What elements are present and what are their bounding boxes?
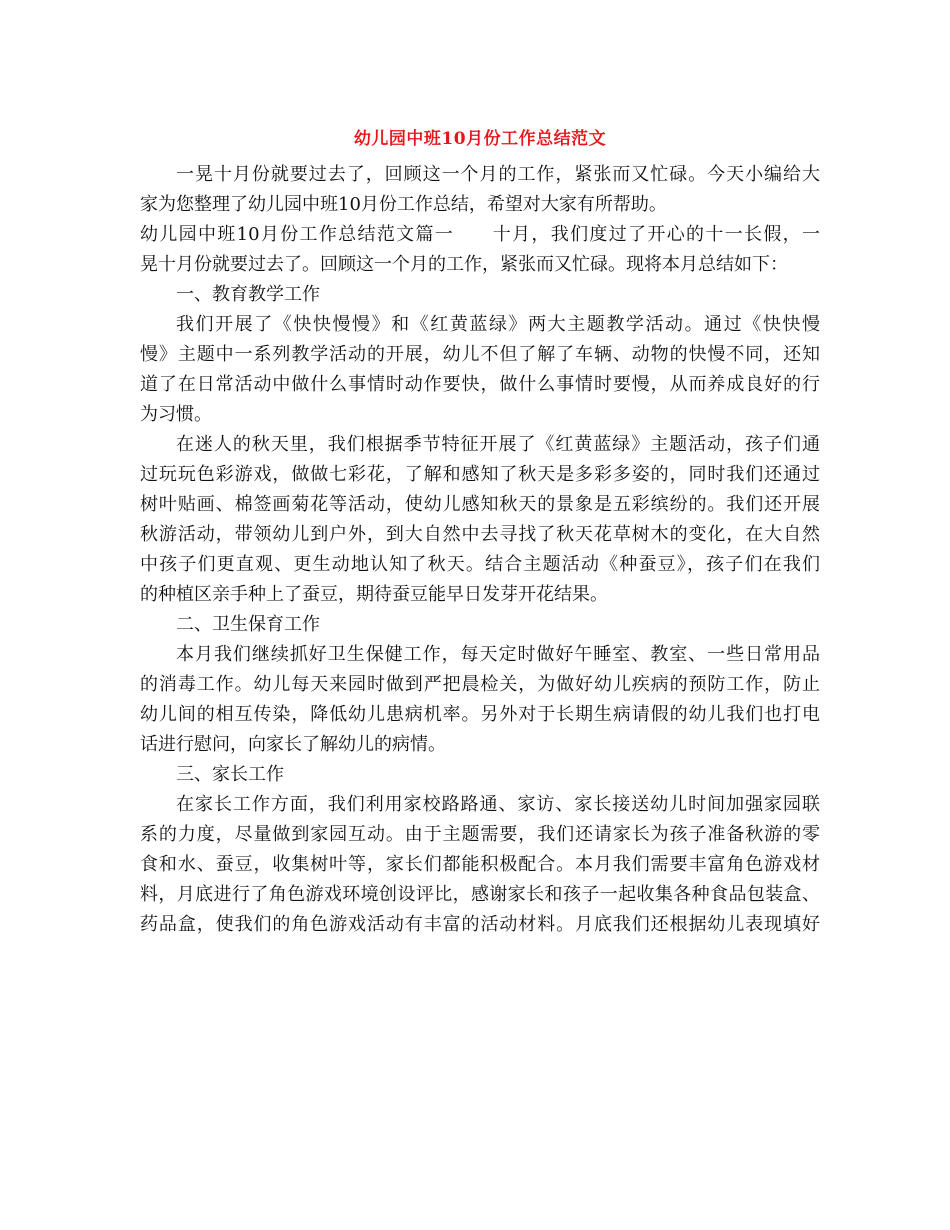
text-line: 系的力度，尽量做到家园互动。由于主题需要，我们还请家长为孩子准备秋游的零 — [140, 824, 820, 845]
text-line: 晃十月份就要过去了。回顾这一个月的工作，紧张而又忙碌。现将本月总结如下： — [140, 254, 788, 275]
text-line: 一、教育教学工作 — [176, 284, 320, 305]
text-line: 为习惯。 — [140, 404, 212, 425]
text-line: 在家长工作方面，我们利用家校路路通、家访、家长接送幼儿时间加强家园联 — [176, 794, 820, 815]
text-line: 在迷人的秋天里，我们根据季节特征开展了《红黄蓝绿》主题活动，孩子们通 — [176, 434, 820, 455]
text-line: 的消毒工作。幼儿每天来园时做到严把晨检关，为做好幼儿疾病的预防工作，防止 — [140, 674, 820, 695]
text-line: 三、家长工作 — [176, 764, 284, 785]
text-line: 的种植区亲手种上了蚕豆，期待蚕豆能早日发芽开花结果。 — [140, 584, 608, 605]
document-title: 幼儿园中班10月份工作总结范文 — [353, 129, 607, 149]
text-line: 道了在日常活动中做什么事情时动作要快，做什么事情时要慢，从而养成良好的行 — [140, 374, 820, 395]
text-line: 食和水、蚕豆，收集树叶等，家长们都能积极配合。本月我们需要丰富角色游戏材 — [140, 854, 820, 875]
text-line: 家为您整理了幼儿园中班10月份工作总结，希望对大家有所帮助。 — [140, 194, 667, 215]
text-line: 秋游活动，带领幼儿到户外，到大自然中去寻找了秋天花草树木的变化，在大自然 — [140, 524, 820, 545]
document-body — [140, 160, 820, 940]
text-line: 本月我们继续抓好卫生保健工作，每天定时做好午睡室、教室、一些日常用品 — [176, 644, 820, 665]
text-line: 慢》主题中一系列教学活动的开展，幼儿不但了解了车辆、动物的快慢不同，还知 — [140, 344, 820, 365]
text-line: 中孩子们更直观、更生动地认知了秋天。结合主题活动《种蚕豆》，孩子们在我们 — [140, 554, 820, 575]
text-line: 药品盒，使我们的角色游戏活动有丰富的活动材料。月底我们还根据幼儿表现填好 — [140, 914, 820, 935]
text-line: 幼儿间的相互传染，降低幼儿患病机率。另外对于长期生病请假的幼儿我们也打电 — [140, 704, 820, 725]
text-line: 树叶贴画、棉签画菊花等活动，使幼儿感知秋天的景象是五彩缤纷的。我们还开展 — [140, 494, 820, 515]
text-line: 幼儿园中班10月份工作总结范文篇一 十月，我们度过了开心的十一长假，一 — [140, 224, 820, 245]
text-line: 一晃十月份就要过去了，回顾这一个月的工作，紧张而又忙碌。今天小编给大 — [176, 164, 820, 185]
text-line: 过玩玩色彩游戏，做做七彩花，了解和感知了秋天是多彩多姿的，同时我们还通过 — [140, 464, 820, 485]
text-line: 我们开展了《快快慢慢》和《红黄蓝绿》两大主题教学活动。通过《快快慢 — [176, 314, 820, 335]
text-line: 料，月底进行了角色游戏环境创设评比，感谢家长和孩子一起收集各种食品包装盒、 — [140, 884, 820, 905]
text-line: 二、卫生保育工作 — [176, 614, 320, 635]
text-line: 话进行慰问，向家长了解幼儿的病情。 — [140, 734, 446, 755]
